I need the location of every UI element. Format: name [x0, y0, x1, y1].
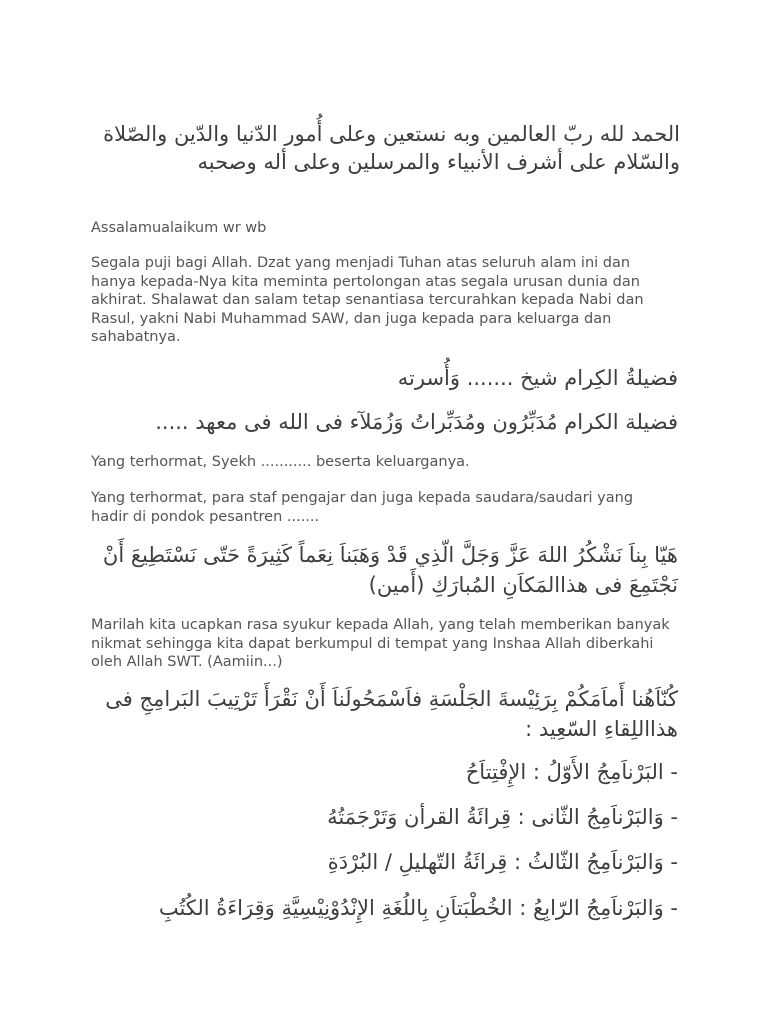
program-intro-arabic: كُنّاَهُنا أَماَمَكُمْ بِرَئِيْسةَ الجَلْسَةِ فاَسْمَحُولَناَ أَنْ نَقْرَأَ تَرْتِيبَ البَرامِجِ فى هذااللِقاءِ السّعِيد :: [105, 687, 678, 741]
program-item-2: - وَالبَرْناَمِجُ الثّانى : قِرائَةُ القرأن وَتَرْجَمَتُهُ: [327, 805, 678, 829]
gratitude-arabic: هَيّا بِناَ نَشْكُرُ اللهَ عَزَّ وَجَلَّ الّذِي قَدْ وَهَبَناَ نِعَماً كَثِيرَةً حَتّى نَسْتَطِيعَ أَنْ نَجْتَمِعَ فى هذاالمَكاَنِ المُبارَكِ (أَمين): [102, 543, 678, 597]
respected-sheikh: Yang terhormat, Syekh ........... beserta keluarganya.: [91, 454, 470, 470]
honorific-staff-arabic: فضيلة الكرام مُدَبِّرُون ومُدَبِّراتُ وَزُمَلآء فى الله فى معهد .....: [155, 410, 678, 434]
honorific-sheikh-arabic: فضيلةُ الكِرام شيخ ....... وَأُسرته: [397, 366, 678, 390]
praise-paragraph: Segala puji bagi Allah. Dzat yang menjadi Tuhan atas seluruh alam ini dan hanya kepada-Nya kita meminta pertolongan atas segala urusan dunia dan akhirat. Shalawat dan salam tetap senantiasa tercurahkan kepada Nabi dan Rasul, yakni Nabi Muhammad SAW, dan juga kepada para keluarga dan sahabatnya.: [91, 255, 644, 345]
program-item-3: - وَالبَرْناَمِجُ الثّالثُ : قِرائَةُ التّهليلِ / البُرْدَةِ: [327, 850, 678, 874]
program-item-1: - البَرْناَمِجُ الأَوّلُ : الإِفْتِتاَحُ: [465, 760, 678, 784]
program-item-4: - وَالبَرْناَمِجُ الرّابِعُ : الخُطْبَتاَنِ بِاللُغَةِ الإِنْدُوْنِيْسِيَّةِ وَقِرَاءَةُ الكُتُبِ: [158, 896, 678, 920]
respected-staff: Yang terhormat, para staf pengajar dan juga kepada saudara/saudari yang hadir di pondok pesantren .......: [91, 490, 634, 525]
opening-arabic: الحمد لله ربّ العالمين وبه نستعين وعلى أُمور الدّنيا والدّين والصّلاة والسّلام على أشرف الأنبياء والمرسلين وعلى أله وصحبه: [103, 122, 680, 174]
gratitude-translation: Marilah kita ucapkan rasa syukur kepada Allah, yang telah memberikan banyak nikmat sehingga kita dapat berkumpul di tempat yang Inshaa Allah diberkahi oleh Allah SWT. (Aamiin...): [91, 617, 670, 670]
greeting: Assalamualaikum wr wb: [91, 220, 267, 236]
